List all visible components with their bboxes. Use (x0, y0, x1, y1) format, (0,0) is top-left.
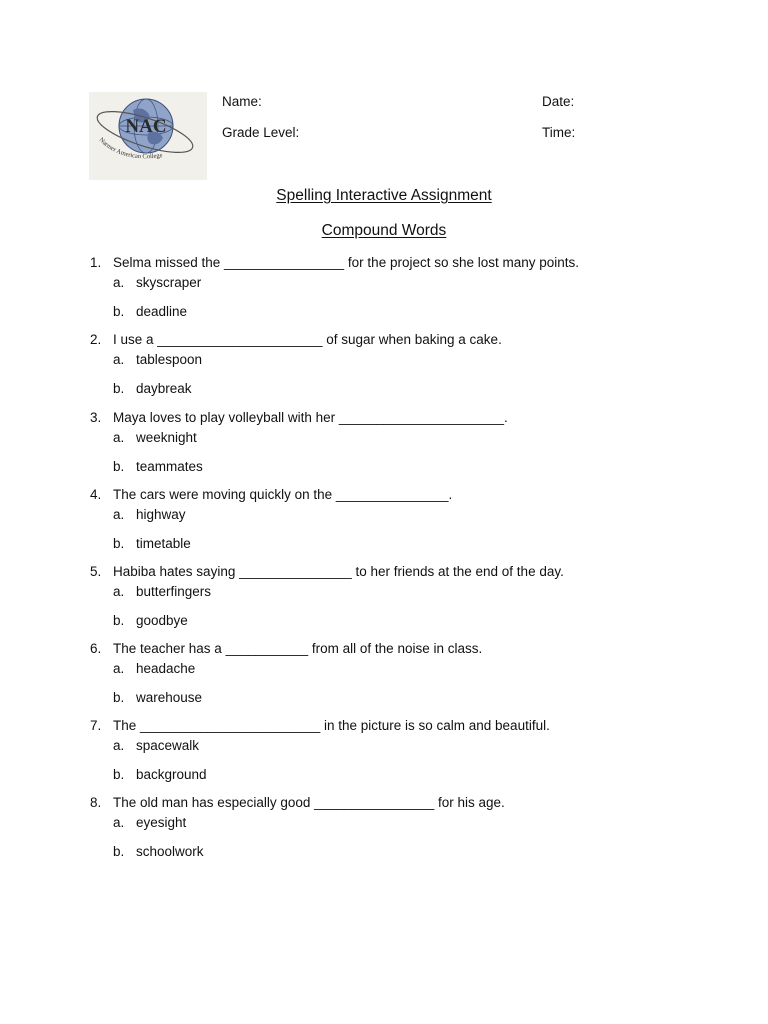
option-letter: b. (113, 459, 125, 474)
option-letter: b. (113, 613, 125, 628)
option-b[interactable] (113, 304, 187, 319)
option-text: warehouse (136, 690, 203, 705)
option-text: timetable (136, 536, 191, 551)
question-text: The cars were moving quickly on the _______________. (113, 487, 453, 502)
option-a[interactable] (113, 430, 197, 445)
option-letter: b. (113, 381, 125, 396)
option-text: skyscraper (136, 275, 202, 290)
option-text: background (136, 767, 207, 782)
option-letter: a. (113, 352, 125, 367)
question-text: The teacher has a ___________ from all of the noise in class. (113, 641, 483, 656)
question-text: The ________________________ in the picture is so calm and beautiful. (113, 718, 550, 733)
question-number: 1. (90, 255, 102, 270)
college-logo (89, 92, 207, 180)
option-b[interactable] (113, 767, 207, 782)
option-letter: b. (113, 767, 125, 782)
option-a[interactable] (113, 661, 195, 676)
question-number: 2. (90, 332, 102, 347)
question-number: 6. (90, 641, 102, 656)
option-letter: a. (113, 584, 125, 599)
option-text: schoolwork (136, 844, 204, 859)
question-number: 7. (90, 718, 102, 733)
date-label: Date: (542, 94, 575, 109)
option-letter: b. (113, 536, 125, 551)
option-letter: b. (113, 690, 125, 705)
option-text: spacewalk (136, 738, 200, 753)
option-b[interactable] (113, 844, 204, 859)
assignment-title: Spelling Interactive Assignment (276, 187, 492, 204)
question-text: Habiba hates saying _______________ to her friends at the end of the day. (113, 564, 564, 579)
option-letter: a. (113, 507, 125, 522)
option-letter: a. (113, 738, 125, 753)
grade-level-label: Grade Level: (222, 125, 300, 140)
option-text: daybreak (136, 381, 192, 396)
option-text: tablespoon (136, 352, 203, 367)
option-a[interactable] (113, 275, 201, 290)
question-number: 5. (90, 564, 102, 579)
option-text: teammates (136, 459, 203, 474)
question-number: 4. (90, 487, 102, 502)
option-letter: b. (113, 844, 125, 859)
question-text: I use a ______________________ of sugar when baking a cake. (113, 332, 502, 347)
option-b[interactable] (113, 613, 188, 628)
option-text: highway (136, 507, 186, 522)
option-text: weeknight (136, 430, 197, 445)
option-a[interactable] (113, 352, 202, 367)
option-text: butterfingers (136, 584, 212, 599)
option-b[interactable] (113, 536, 191, 551)
time-label: Time: (542, 125, 576, 140)
option-letter: b. (113, 304, 125, 319)
option-text: goodbye (136, 613, 188, 628)
question-text: Selma missed the ________________ for the project so she lost many points. (113, 255, 580, 270)
name-label: Name: (222, 94, 262, 109)
option-b[interactable] (113, 690, 202, 705)
option-letter: a. (113, 661, 125, 676)
question-number: 3. (90, 410, 102, 425)
logo-text: NAC (125, 116, 167, 137)
option-b[interactable] (113, 381, 192, 396)
option-letter: a. (113, 430, 125, 445)
logo-ring-text: Narmer American College (97, 136, 163, 161)
question-text: Maya loves to play volleyball with her ______________________. (113, 410, 508, 425)
option-text: eyesight (136, 815, 187, 830)
option-a[interactable] (113, 507, 186, 522)
option-a[interactable] (113, 738, 199, 753)
option-text: deadline (136, 304, 188, 319)
question-number: 8. (90, 795, 102, 810)
option-a[interactable] (113, 584, 211, 599)
option-letter: a. (113, 275, 125, 290)
option-a[interactable] (113, 815, 186, 830)
question-text: The old man has especially good ________________ for his age. (113, 795, 505, 810)
option-letter: a. (113, 815, 125, 830)
option-text: headache (136, 661, 196, 676)
assignment-subtitle: Compound Words (321, 222, 447, 239)
option-b[interactable] (113, 459, 203, 474)
